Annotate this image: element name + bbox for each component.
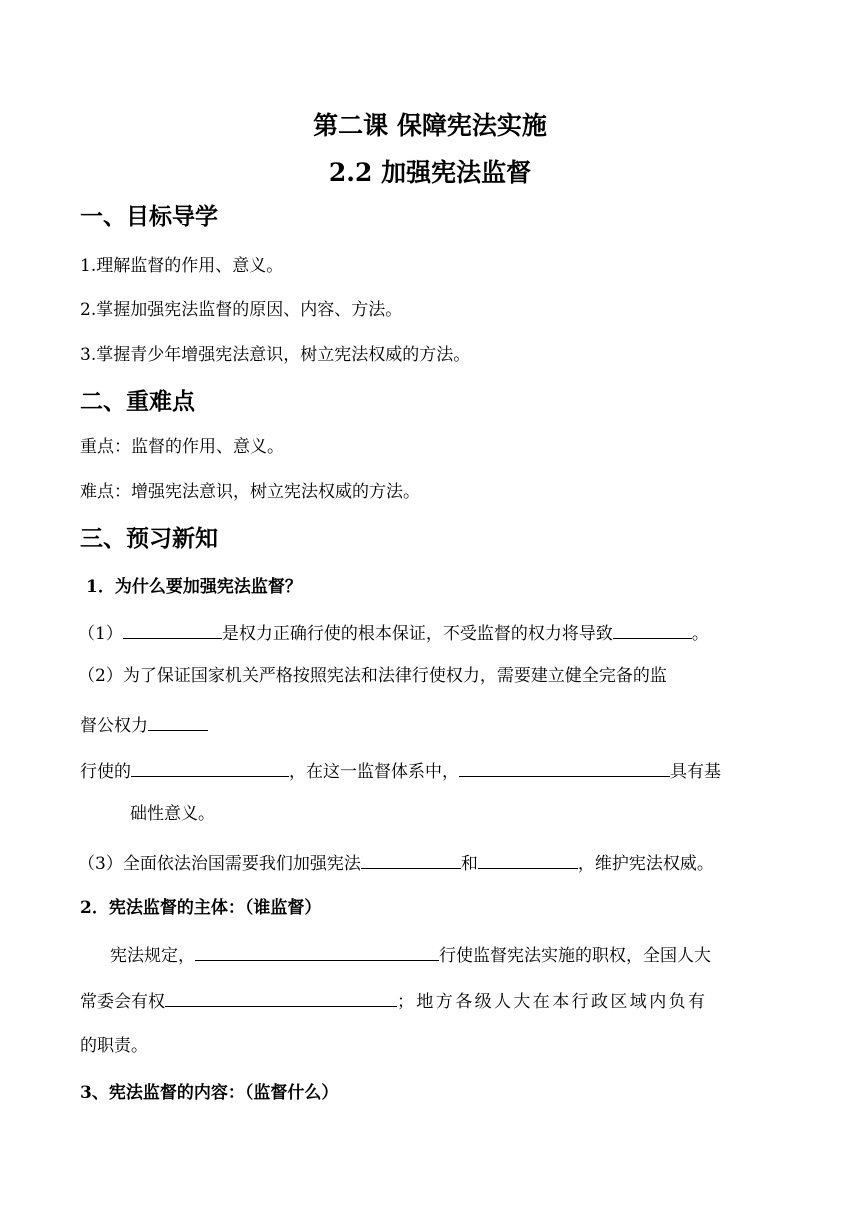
q1-p2-text: 具有基 <box>670 762 721 782</box>
fill-blank[interactable] <box>123 620 222 639</box>
q2-text: ；地方各级人大在本行政区域内负有 <box>397 992 708 1012</box>
q2-text: 宪法规定， <box>110 946 195 966</box>
goal-item-3: 3.掌握青少年增强宪法意识，树立宪法权威的方法。 <box>80 345 471 365</box>
fill-blank[interactable] <box>361 850 461 869</box>
heading-goals: 一、目标导学 <box>80 204 218 230</box>
q1-p3-text: （3）全面依法治国需要我们加强宪法 <box>78 854 361 874</box>
fill-blank[interactable] <box>195 942 439 961</box>
fill-blank[interactable] <box>613 620 692 639</box>
q2-line-3: 的职责。 <box>80 1036 148 1056</box>
fill-blank[interactable] <box>165 988 397 1007</box>
fill-blank[interactable] <box>148 712 208 731</box>
q1-para-2-line-1: （2）为了保证国家机关严格按照宪法和法律行使权力，需要建立健全完备的监 <box>78 666 667 686</box>
q2-text: 行使监督宪法实施的职权，全国人大 <box>439 946 711 966</box>
q1-p1-text: 是权力正确行使的根本保证，不受监督的权力将导致 <box>221 624 613 644</box>
q2-text: 常委会有权 <box>80 992 165 1012</box>
q1-p3-text: ，维护宪法权威。 <box>577 854 714 874</box>
q1-para-3 <box>78 850 778 876</box>
doc-title-lesson: 第二课 保障宪法实施 <box>313 111 547 140</box>
q1-p3-text: 和 <box>460 854 478 874</box>
q1-p2-text: 行使的 <box>80 762 131 782</box>
q2-line-2 <box>80 988 780 1014</box>
question-2-title: 2．宪法监督的主体：（谁监督） <box>80 898 322 918</box>
q1-p1-prefix: （1） <box>78 624 123 644</box>
heading-key-points: 二、重难点 <box>80 389 195 415</box>
question-3-title: 3、宪法监督的内容：（监督什么） <box>80 1083 339 1103</box>
fill-blank[interactable] <box>131 758 289 777</box>
q1-para-2-line-4: 础性意义。 <box>130 804 215 824</box>
fill-blank[interactable] <box>478 850 578 869</box>
q1-para-2-line-2 <box>80 712 780 738</box>
doc-title-section: 2.2 加强宪法监督 <box>328 158 532 187</box>
fill-blank[interactable] <box>459 758 670 777</box>
key-point: 重点：监督的作用、意义。 <box>80 437 284 457</box>
q1-para-2-line-3 <box>80 758 780 784</box>
q1-para-1 <box>78 620 778 646</box>
q2-line-1 <box>110 942 780 968</box>
question-1-title: 1．为什么要加强宪法监督？ <box>86 577 302 597</box>
heading-preview: 三、预习新知 <box>80 526 218 552</box>
q1-p1-end: 。 <box>691 624 709 644</box>
goal-item-2: 2.掌握加强宪法监督的原因、内容、方法。 <box>80 300 403 320</box>
q1-p2-text: ，在这一监督体系中， <box>289 762 459 782</box>
q1-p2-text: 督公权力 <box>80 716 148 736</box>
difficult-point: 难点：增强宪法意识，树立宪法权威的方法。 <box>80 482 420 502</box>
goal-item-1: 1.理解监督的作用、意义。 <box>80 256 284 276</box>
